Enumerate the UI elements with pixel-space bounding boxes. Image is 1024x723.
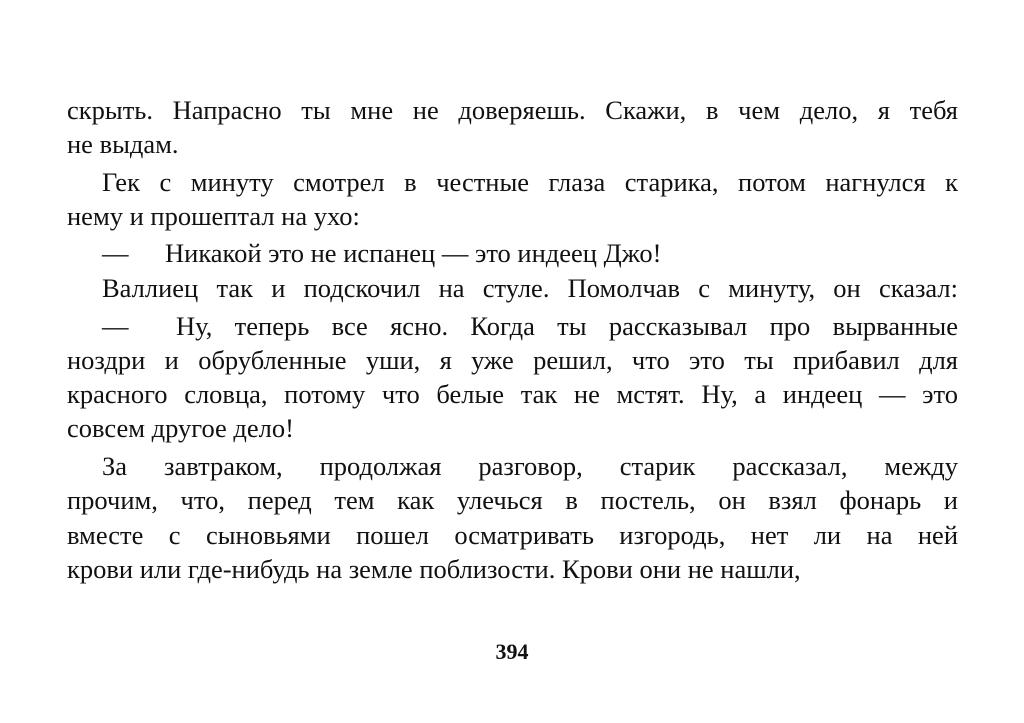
text-line: Никакой это не испанец — это индеец Джо! — [165, 238, 662, 268]
text-line: крови или где-нибудь на земле поблизости. Крови они не нашли, — [67, 554, 801, 584]
text-line: За завтраком, продолжая разговор, старик рассказал, между — [102, 451, 958, 481]
dialogue-dash: — — [102, 311, 129, 341]
text-line: прочим, что, перед тем как улечься в постель, он взял фонарь и — [67, 485, 958, 515]
text-line: ноздри и обрубленные уши, я уже решил, что это ты прибавил для — [67, 345, 958, 375]
page-number: 394 — [495, 639, 529, 664]
text-line: вместе с сыновьями пошел осматривать изгородь, нет ли на ней — [67, 520, 958, 550]
text-line: красного словца, потому что белые так не мстят. Ну, а индеец — это — [67, 379, 958, 409]
text-line: совсем другое дело! — [67, 413, 294, 443]
dialogue-dash: — — [102, 238, 129, 268]
text-line: Ну, теперь все ясно. Когда ты рассказывал про вырванные — [176, 311, 958, 341]
text-line: Валлиец так и подскочил на стуле. Помолчав с минуту, он сказал: — [102, 273, 958, 303]
text-line: не выдам. — [67, 129, 179, 159]
text-line: нему и прошептал на ухо: — [67, 201, 360, 231]
text-line: скрыть. Напрасно ты мне не доверяешь. Скажи, в чем дело, я тебя — [67, 95, 958, 125]
text-line: Гек с минуту смотрел в честные глаза старика, потом нагнулся к — [102, 167, 958, 197]
